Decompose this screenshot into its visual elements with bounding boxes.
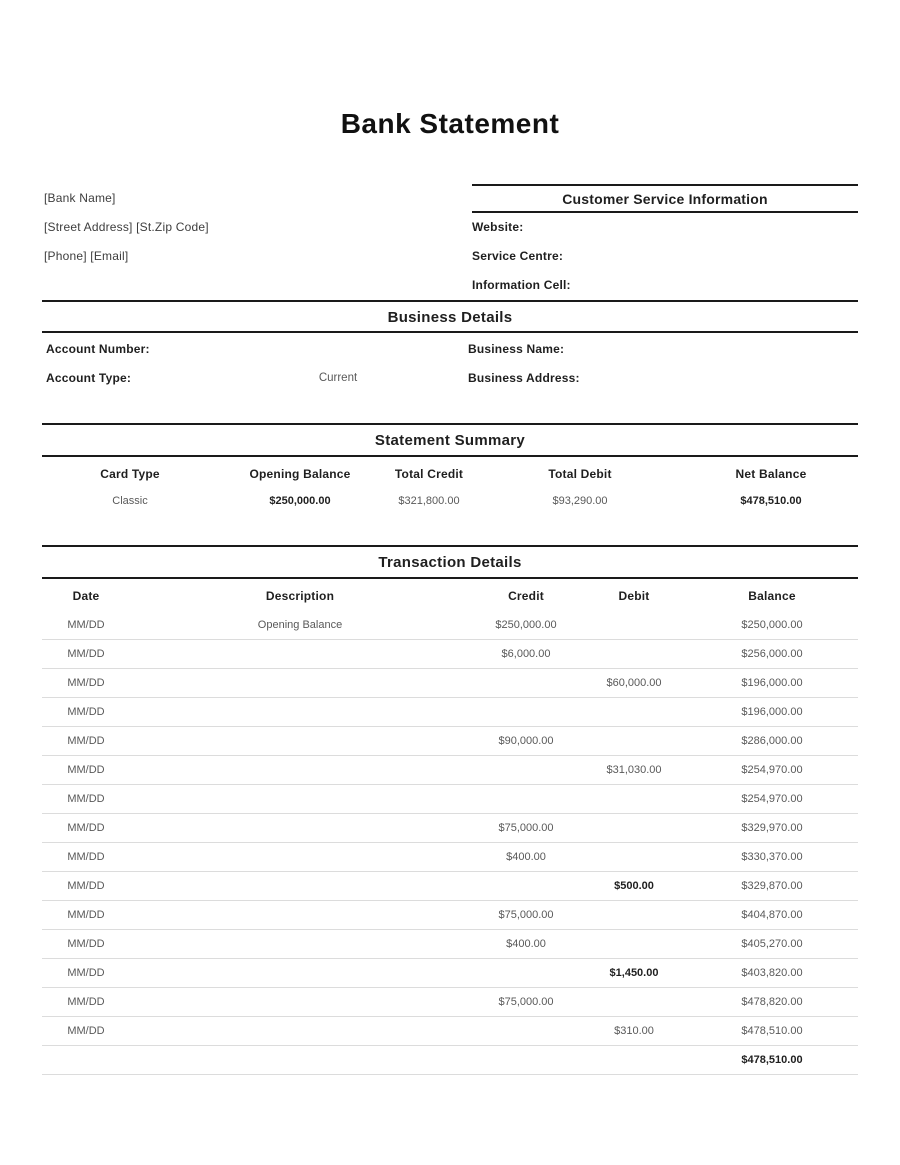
- cell-date: MM/DD: [67, 851, 105, 863]
- cell-date: MM/DD: [67, 764, 105, 776]
- table-row: [42, 814, 858, 843]
- table-row: [42, 959, 858, 988]
- cell-credit: $75,000.00: [498, 822, 554, 834]
- cell-date: MM/DD: [67, 967, 105, 979]
- cell-date: MM/DD: [67, 648, 105, 660]
- account-type-label: Account Type:: [46, 371, 132, 385]
- column-header-total-debit: Total Debit: [548, 467, 612, 481]
- cell-balance: $329,970.00: [741, 822, 803, 834]
- cell-description: [130, 785, 470, 813]
- cell-debit: $1,450.00: [609, 967, 659, 979]
- cell-balance: $196,000.00: [741, 677, 803, 689]
- cell-balance: $250,000.00: [741, 619, 803, 631]
- cell-date: MM/DD: [67, 677, 105, 689]
- cell-description: [130, 930, 470, 958]
- column-header-debit: Debit: [618, 589, 650, 603]
- cell-debit: $31,030.00: [606, 764, 662, 776]
- cell-credit: $75,000.00: [498, 909, 554, 921]
- bank-info-block: [42, 184, 422, 300]
- cell-balance: $196,000.00: [741, 706, 803, 718]
- cell-credit: $75,000.00: [498, 996, 554, 1008]
- cell-credit: [470, 872, 582, 900]
- cell-debit: [582, 930, 686, 958]
- bank-contact: [Phone] [Email]: [44, 249, 129, 263]
- cell-balance: $478,510.00: [741, 1054, 803, 1066]
- page-title: Bank Statement: [340, 108, 560, 139]
- cell-balance: $478,510.00: [741, 1025, 803, 1037]
- cell-debit: [582, 843, 686, 871]
- cell-description: [130, 698, 470, 726]
- column-header-net-balance: Net Balance: [735, 467, 807, 481]
- cell-debit: [582, 1046, 686, 1074]
- account-number-label: Account Number:: [46, 342, 150, 356]
- cell-description: [130, 1046, 470, 1074]
- table-row: [42, 872, 858, 901]
- customer-service-fields: [472, 213, 858, 300]
- cell-credit: $400.00: [506, 851, 546, 863]
- cell-debit: [582, 698, 686, 726]
- column-header-credit: Credit: [508, 589, 544, 603]
- column-header-date: Date: [72, 589, 100, 603]
- cell-balance: $404,870.00: [741, 909, 803, 921]
- transaction-details-section: [42, 545, 858, 1075]
- cell-credit: [470, 1046, 582, 1074]
- cell-balance: $329,870.00: [741, 880, 803, 892]
- cell-date: MM/DD: [67, 822, 105, 834]
- cell-date: MM/DD: [67, 909, 105, 921]
- cell-debit: $500.00: [614, 880, 654, 892]
- account-number-value: [253, 335, 423, 364]
- table-row: [42, 756, 858, 785]
- cell-description: [130, 988, 470, 1016]
- statement-summary-data-row: [42, 487, 858, 515]
- cell-debit: [582, 988, 686, 1016]
- cell-date: [42, 1046, 130, 1074]
- card-type-value: Classic: [112, 495, 148, 507]
- table-row: [42, 611, 858, 640]
- column-header-total-credit: Total Credit: [394, 467, 464, 481]
- cell-date: MM/DD: [67, 793, 105, 805]
- table-row: [42, 698, 858, 727]
- business-name-value: [564, 335, 734, 364]
- table-row: [42, 1046, 858, 1075]
- business-details-section: [42, 302, 858, 393]
- business-address-value: [580, 364, 750, 393]
- cell-description: [130, 756, 470, 784]
- information-cell-label: Information Cell:: [472, 278, 571, 292]
- cell-debit: $60,000.00: [606, 677, 662, 689]
- column-header-card-type: Card Type: [100, 467, 160, 481]
- cell-description: Opening Balance: [257, 619, 343, 631]
- cell-description: [130, 872, 470, 900]
- statement-summary-section: [42, 423, 858, 545]
- bank-name: [Bank Name]: [44, 191, 116, 205]
- cell-debit: [582, 727, 686, 755]
- transaction-rows: [42, 611, 858, 1075]
- cell-balance: $254,970.00: [741, 793, 803, 805]
- cell-credit: [470, 669, 582, 697]
- cell-balance: $478,820.00: [741, 996, 803, 1008]
- cell-credit: [470, 756, 582, 784]
- cell-date: MM/DD: [67, 938, 105, 950]
- statement-summary-header-row: [42, 457, 858, 487]
- service-centre-label: Service Centre:: [472, 249, 564, 263]
- cell-description: [130, 843, 470, 871]
- business-details-fields: [42, 333, 858, 393]
- cell-date: MM/DD: [67, 706, 105, 718]
- column-header-description: Description: [265, 589, 335, 603]
- business-details-row: [42, 364, 858, 393]
- cell-date: MM/DD: [67, 1025, 105, 1037]
- cell-balance: $256,000.00: [741, 648, 803, 660]
- total-credit-value: $321,800.00: [398, 495, 460, 507]
- cell-balance: $330,370.00: [741, 851, 803, 863]
- table-row: [42, 640, 858, 669]
- statement-summary-title: Statement Summary: [42, 423, 858, 457]
- customer-service-title: Customer Service Information: [472, 186, 858, 213]
- cell-credit: $6,000.00: [501, 648, 551, 660]
- cell-description: [130, 901, 470, 929]
- net-balance-value: $478,510.00: [740, 495, 802, 507]
- table-row: [42, 785, 858, 814]
- business-details-title: Business Details: [42, 302, 858, 333]
- table-row: [42, 930, 858, 959]
- cell-debit: [582, 901, 686, 929]
- cell-debit: [582, 785, 686, 813]
- column-header-opening-balance: Opening Balance: [249, 467, 351, 481]
- cell-credit: $400.00: [506, 938, 546, 950]
- business-address-label: Business Address:: [468, 371, 580, 385]
- cell-credit: [470, 698, 582, 726]
- table-row: [42, 901, 858, 930]
- summary-bottom-spacer: [42, 515, 858, 545]
- cell-date: MM/DD: [67, 735, 105, 747]
- cell-debit: $310.00: [614, 1025, 654, 1037]
- cell-credit: $90,000.00: [498, 735, 554, 747]
- cell-date: MM/DD: [67, 880, 105, 892]
- table-row: [42, 843, 858, 872]
- table-row: [42, 988, 858, 1017]
- total-debit-value: $93,290.00: [552, 495, 608, 507]
- business-details-row: [42, 335, 858, 364]
- cell-balance: $405,270.00: [741, 938, 803, 950]
- bank-address: [Street Address] [St.Zip Code]: [44, 220, 209, 234]
- transaction-details-title: Transaction Details: [42, 545, 858, 579]
- cell-date: MM/DD: [67, 996, 105, 1008]
- website-label: Website:: [472, 220, 524, 234]
- cell-credit: $250,000.00: [495, 619, 557, 631]
- cell-credit: [470, 1017, 582, 1045]
- cell-credit: [470, 785, 582, 813]
- table-row: [42, 669, 858, 698]
- cell-description: [130, 814, 470, 842]
- cell-date: MM/DD: [67, 619, 105, 631]
- cell-debit: [582, 611, 686, 639]
- account-type-value: Current: [318, 372, 358, 384]
- cell-balance: $403,820.00: [741, 967, 803, 979]
- column-header-balance: Balance: [748, 589, 796, 603]
- cell-description: [130, 640, 470, 668]
- cell-credit: [470, 959, 582, 987]
- cell-description: [130, 1017, 470, 1045]
- cell-debit: [582, 640, 686, 668]
- table-row: [42, 1017, 858, 1046]
- cell-description: [130, 959, 470, 987]
- opening-balance-value: $250,000.00: [269, 495, 331, 507]
- business-name-label: Business Name:: [468, 342, 565, 356]
- cell-debit: [582, 814, 686, 842]
- table-row: [42, 727, 858, 756]
- customer-service-block: [472, 184, 858, 300]
- cell-balance: $254,970.00: [741, 764, 803, 776]
- cell-balance: $286,000.00: [741, 735, 803, 747]
- cell-description: [130, 669, 470, 697]
- cell-description: [130, 727, 470, 755]
- transaction-header-row: [42, 579, 858, 611]
- header-section: [42, 184, 858, 302]
